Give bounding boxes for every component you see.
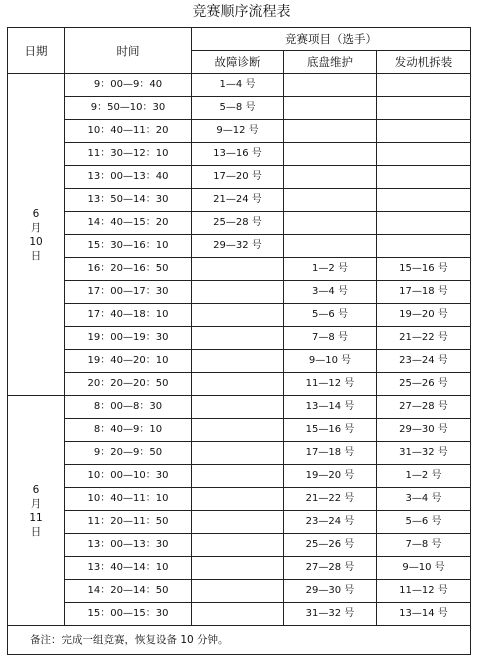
- table-row: [8, 166, 471, 189]
- date-line: 10: [29, 235, 43, 248]
- fault-diagnosis-cell: [192, 580, 284, 603]
- chassis-maintenance-cell: [284, 166, 377, 189]
- note-row: [8, 626, 471, 655]
- time-cell: 13：00—13：40: [65, 166, 192, 189]
- table-row: [8, 281, 471, 304]
- fault-diagnosis-cell: [192, 419, 284, 442]
- chassis-maintenance-cell: 1—2 号: [284, 258, 377, 281]
- time-cell: 14：40—15：20: [65, 212, 192, 235]
- date-line: 月: [30, 497, 42, 510]
- table-row: [8, 557, 471, 580]
- note-text: 备注：完成一组竞赛，恢复设备 10 分钟。: [8, 626, 471, 655]
- time-cell: 13：00—13：30: [65, 534, 192, 557]
- table-row: [8, 327, 471, 350]
- date-line: 月: [30, 221, 42, 234]
- time-cell: 17：00—17：30: [65, 281, 192, 304]
- time-cell: 11：20—11：50: [65, 511, 192, 534]
- engine-assembly-cell: 17—18 号: [377, 281, 471, 304]
- engine-assembly-cell: 31—32 号: [377, 442, 471, 465]
- table-row: [8, 120, 471, 143]
- header-chassis-maintenance: 底盘维护: [284, 51, 377, 74]
- chassis-maintenance-cell: [284, 143, 377, 166]
- date-line: 日: [30, 525, 42, 538]
- chassis-maintenance-cell: 27—28 号: [284, 557, 377, 580]
- table-row: [8, 350, 471, 373]
- fault-diagnosis-cell: [192, 511, 284, 534]
- fault-diagnosis-cell: 1—4 号: [192, 74, 284, 97]
- fault-diagnosis-cell: 13—16 号: [192, 143, 284, 166]
- chassis-maintenance-cell: 7—8 号: [284, 327, 377, 350]
- engine-assembly-cell: 21—22 号: [377, 327, 471, 350]
- engine-assembly-cell: [377, 74, 471, 97]
- engine-assembly-cell: 15—16 号: [377, 258, 471, 281]
- engine-assembly-cell: 7—8 号: [377, 534, 471, 557]
- chassis-maintenance-cell: 3—4 号: [284, 281, 377, 304]
- fault-diagnosis-cell: [192, 488, 284, 511]
- chassis-maintenance-cell: 5—6 号: [284, 304, 377, 327]
- engine-assembly-cell: 1—2 号: [377, 465, 471, 488]
- fault-diagnosis-cell: 17—20 号: [192, 166, 284, 189]
- schedule-body: [8, 28, 471, 655]
- header-engine-assembly: 发动机拆装: [377, 51, 471, 74]
- chassis-maintenance-cell: [284, 212, 377, 235]
- table-row: [8, 97, 471, 120]
- engine-assembly-cell: 9—10 号: [377, 557, 471, 580]
- chassis-maintenance-cell: 19—20 号: [284, 465, 377, 488]
- fault-diagnosis-cell: [192, 258, 284, 281]
- time-cell: 13：40—14：10: [65, 557, 192, 580]
- engine-assembly-cell: 3—4 号: [377, 488, 471, 511]
- chassis-maintenance-cell: 21—22 号: [284, 488, 377, 511]
- time-cell: 9：20—9：50: [65, 442, 192, 465]
- chassis-maintenance-cell: [284, 189, 377, 212]
- engine-assembly-cell: 29—30 号: [377, 419, 471, 442]
- engine-assembly-cell: [377, 189, 471, 212]
- engine-assembly-cell: [377, 120, 471, 143]
- fault-diagnosis-cell: 29—32 号: [192, 235, 284, 258]
- date-line: 6: [32, 207, 40, 220]
- header-time: 时间: [65, 28, 192, 74]
- table-row: [8, 212, 471, 235]
- chassis-maintenance-cell: 15—16 号: [284, 419, 377, 442]
- date-line: 日: [30, 249, 42, 262]
- chassis-maintenance-cell: [284, 235, 377, 258]
- time-cell: 15：00—15：30: [65, 603, 192, 626]
- time-cell: 16：20—16：50: [65, 258, 192, 281]
- time-cell: 13：50—14：30: [65, 189, 192, 212]
- fault-diagnosis-cell: 9—12 号: [192, 120, 284, 143]
- fault-diagnosis-cell: [192, 304, 284, 327]
- header-fault-diagnosis: 故障诊断: [192, 51, 284, 74]
- fault-diagnosis-cell: [192, 557, 284, 580]
- fault-diagnosis-cell: [192, 442, 284, 465]
- time-cell: 10：40—11：20: [65, 120, 192, 143]
- time-cell: 17：40—18：10: [65, 304, 192, 327]
- header-events-group: 竞赛项目（选手）: [192, 28, 471, 51]
- chassis-maintenance-cell: [284, 120, 377, 143]
- table-row: [8, 580, 471, 603]
- date-cell: [8, 74, 65, 396]
- fault-diagnosis-cell: [192, 396, 284, 419]
- fault-diagnosis-cell: [192, 281, 284, 304]
- header-date: 日期: [8, 28, 65, 74]
- page-title: 竞赛顺序流程表: [192, 4, 291, 20]
- chassis-maintenance-cell: 9—10 号: [284, 350, 377, 373]
- table-row: [8, 74, 471, 97]
- table-row: [8, 419, 471, 442]
- fault-diagnosis-cell: 25—28 号: [192, 212, 284, 235]
- date-line: 11: [29, 511, 43, 524]
- table-row: [8, 396, 471, 419]
- date-line: 6: [32, 483, 40, 496]
- fault-diagnosis-cell: [192, 534, 284, 557]
- time-cell: 20：20—20：50: [65, 373, 192, 396]
- time-cell: 9：00—9：40: [65, 74, 192, 97]
- chassis-maintenance-cell: 29—30 号: [284, 580, 377, 603]
- table-row: [8, 235, 471, 258]
- engine-assembly-cell: 19—20 号: [377, 304, 471, 327]
- table-row: [8, 258, 471, 281]
- table-row: [8, 304, 471, 327]
- chassis-maintenance-cell: 23—24 号: [284, 511, 377, 534]
- chassis-maintenance-cell: 17—18 号: [284, 442, 377, 465]
- engine-assembly-cell: 5—6 号: [377, 511, 471, 534]
- engine-assembly-cell: [377, 212, 471, 235]
- fault-diagnosis-cell: [192, 465, 284, 488]
- fault-diagnosis-cell: [192, 373, 284, 396]
- fault-diagnosis-cell: [192, 350, 284, 373]
- schedule-table: [7, 27, 471, 655]
- chassis-maintenance-cell: 25—26 号: [284, 534, 377, 557]
- fault-diagnosis-cell: [192, 603, 284, 626]
- engine-assembly-cell: 25—26 号: [377, 373, 471, 396]
- table-row: [8, 511, 471, 534]
- table-row: [8, 189, 471, 212]
- fault-diagnosis-cell: [192, 327, 284, 350]
- engine-assembly-cell: [377, 166, 471, 189]
- engine-assembly-cell: [377, 235, 471, 258]
- table-row: [8, 442, 471, 465]
- header-row: [8, 28, 471, 51]
- time-cell: 19：40—20：10: [65, 350, 192, 373]
- engine-assembly-cell: 11—12 号: [377, 580, 471, 603]
- engine-assembly-cell: 27—28 号: [377, 396, 471, 419]
- time-cell: 8：40—9：10: [65, 419, 192, 442]
- time-cell: 10：00—10：30: [65, 465, 192, 488]
- table-row: [8, 465, 471, 488]
- fault-diagnosis-cell: 5—8 号: [192, 97, 284, 120]
- table-row: [8, 534, 471, 557]
- chassis-maintenance-cell: [284, 74, 377, 97]
- table-row: [8, 373, 471, 396]
- date-cell: [8, 396, 65, 626]
- engine-assembly-cell: [377, 97, 471, 120]
- time-cell: 8：00—8：30: [65, 396, 192, 419]
- time-cell: 14：20—14：50: [65, 580, 192, 603]
- time-cell: 19：00—19：30: [65, 327, 192, 350]
- engine-assembly-cell: 23—24 号: [377, 350, 471, 373]
- chassis-maintenance-cell: 11—12 号: [284, 373, 377, 396]
- table-row: [8, 488, 471, 511]
- time-cell: 11：30—12：10: [65, 143, 192, 166]
- chassis-maintenance-cell: [284, 97, 377, 120]
- time-cell: 15：30—16：10: [65, 235, 192, 258]
- fault-diagnosis-cell: 21—24 号: [192, 189, 284, 212]
- table-row: [8, 603, 471, 626]
- time-cell: 10：40—11：10: [65, 488, 192, 511]
- engine-assembly-cell: [377, 143, 471, 166]
- table-row: [8, 143, 471, 166]
- engine-assembly-cell: 13—14 号: [377, 603, 471, 626]
- time-cell: 9：50—10：30: [65, 97, 192, 120]
- chassis-maintenance-cell: 13—14 号: [284, 396, 377, 419]
- chassis-maintenance-cell: 31—32 号: [284, 603, 377, 626]
